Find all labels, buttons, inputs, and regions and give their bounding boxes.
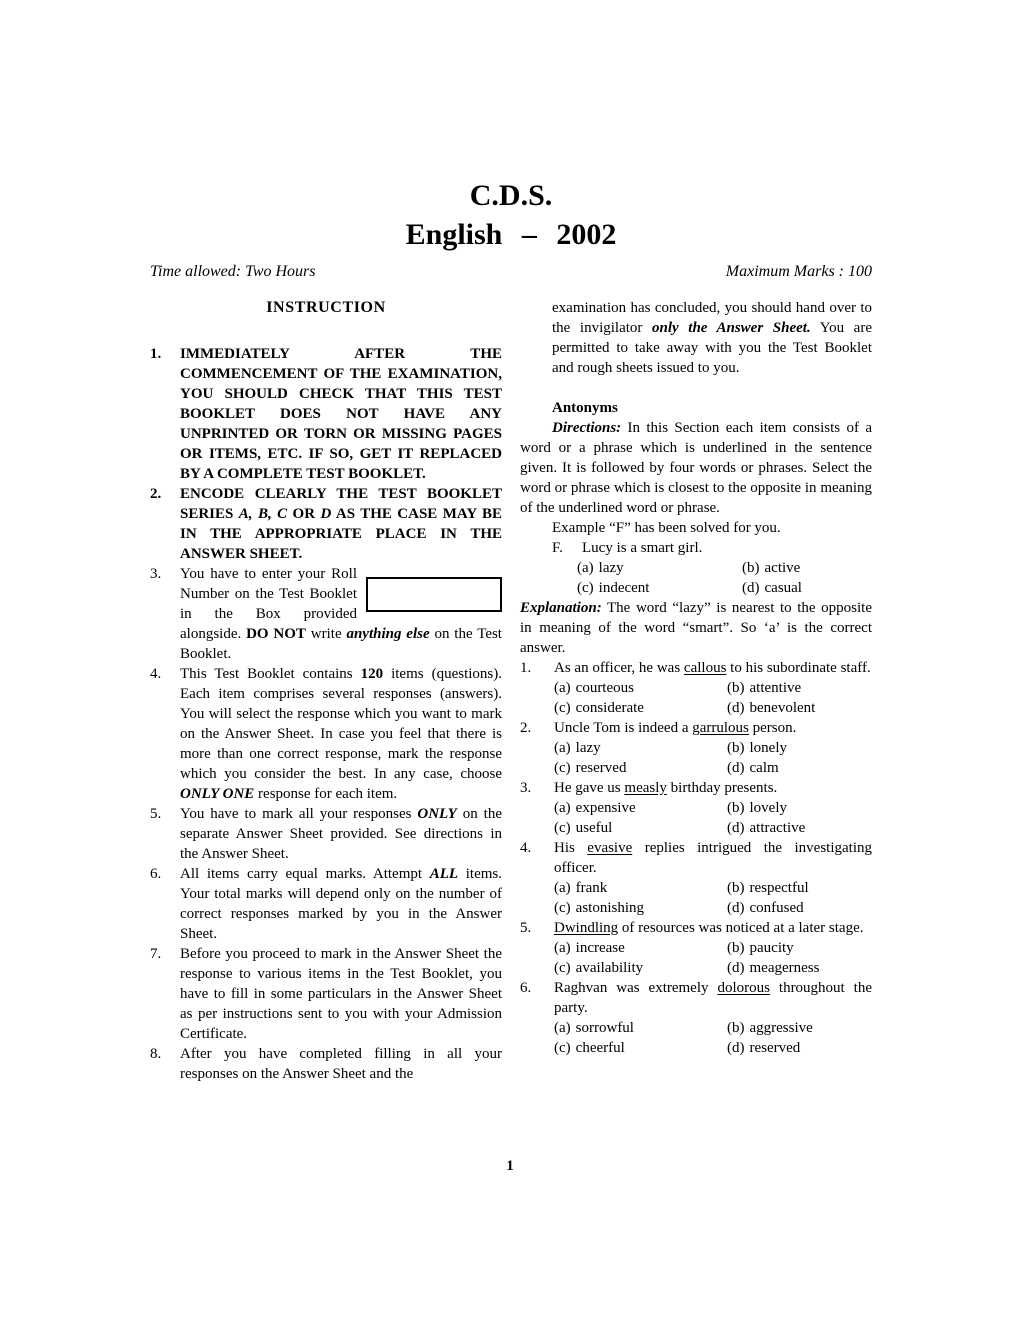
item-number: 1.	[150, 346, 162, 362]
option-c: (c) considerate	[554, 700, 644, 716]
option-b: (b) attentive	[727, 680, 802, 696]
option-c: (c) indecent	[577, 580, 650, 596]
question-6	[520, 978, 872, 1058]
item-text: IMMEDIATELY AFTER THE COMMENCEMENT OF THE EXAMINATION, YOU SHOULD CHECK THAT THIS TEST BOOKLET DOES NOT HAVE ANY UNPRINTED OR TORN OR MISSING PAGES OR ITEMS, ETC. IF SO, GET IT REPLACED BY A COMPLETE TEST BOOKLET.	[180, 346, 502, 482]
example-text: Lucy is a smart girl.	[582, 540, 703, 556]
option-a: (a) courteous	[554, 680, 634, 696]
page-header	[150, 180, 872, 282]
right-column	[520, 298, 872, 1084]
page-subtitle: English – 2002	[405, 218, 617, 251]
question-options	[554, 938, 872, 978]
question-text: Uncle Tom is indeed a garrulous person.	[554, 720, 797, 736]
roll-number-box	[366, 577, 502, 612]
option-b: (b) lonely	[727, 740, 787, 756]
instruction-heading: INSTRUCTION	[266, 299, 386, 316]
option-b: (b) active	[742, 560, 801, 576]
example-options	[577, 558, 872, 598]
question-number: 6.	[520, 980, 532, 996]
item-number: 5.	[150, 806, 162, 822]
maximum-marks-label: Maximum Marks : 100	[725, 263, 872, 280]
section-heading-antonyms: Antonyms	[552, 400, 618, 416]
question-options	[554, 798, 872, 838]
example-label: F.	[552, 540, 563, 556]
instruction-item-8	[150, 1044, 502, 1084]
question-3	[520, 778, 872, 838]
instruction-item-7	[150, 944, 502, 1044]
option-a: (a) frank	[554, 880, 608, 896]
option-c: (c) useful	[554, 820, 613, 836]
item-text: This Test Booklet contains 120 items (questions). Each item comprises several responses (answers). You will select the response which you want to mark on the Answer Sheet. In case you feel that there is more than one correct response, mark the response which you consider the best. In any case, choose ONLY ONE response for each item.	[180, 666, 502, 802]
question-number: 5.	[520, 920, 532, 936]
question-text: Raghvan was extremely dolorous throughout the party.	[554, 980, 872, 1016]
instruction-item-3	[150, 564, 502, 664]
option-b: (b) aggressive	[727, 1020, 813, 1036]
instruction-item-1	[150, 344, 502, 484]
item-text: You have to enter your Roll Number on the Test Booklet in the Box provided alongside. DO NOT write anything else on the Test Booklet.	[180, 566, 502, 662]
option-d: (d) meagerness	[727, 960, 820, 976]
question-options	[554, 1018, 872, 1058]
instruction-item-4	[150, 664, 502, 804]
item-text: ENCODE CLEARLY THE TEST BOOKLET SERIES A, B, C OR D AS THE CASE MAY BE IN THE APPROPRIATE PLACE IN THE ANSWER SHEET.	[180, 486, 503, 562]
option-d: (d) calm	[727, 760, 779, 776]
directions-paragraph: Directions: In this Section each item consists of a word or a phrase which is underlined in the sentence given. It is followed by four words or phrases. Select the word or phrase which is closest to the opposite in meaning of the underlined word or phrase.	[520, 420, 872, 516]
two-column-body	[150, 298, 872, 1084]
question-text: Dwindling of resources was noticed at a later stage.	[554, 920, 864, 936]
example-item	[520, 538, 872, 598]
question-text: His evasive replies intrigued the investigating officer.	[554, 840, 872, 876]
question-text: He gave us measly birthday presents.	[554, 780, 778, 796]
option-a: (a) sorrowful	[554, 1020, 634, 1036]
example-intro: Example “F” has been solved for you.	[552, 520, 781, 536]
item-text: You have to mark all your responses ONLY on the separate Answer Sheet provided. See directions in the Answer Sheet.	[180, 806, 502, 862]
left-column	[150, 298, 502, 1084]
page-number: 1	[506, 1158, 514, 1174]
option-d: (d) attractive	[727, 820, 806, 836]
item-number: 3.	[150, 566, 162, 582]
question-4	[520, 838, 872, 918]
option-d: (d) confused	[727, 900, 804, 916]
instruction-item-5	[150, 804, 502, 864]
item-text: Before you proceed to mark in the Answer Sheet the response to various items in the Test Booklet, you have to fill in some particulars in the Answer Sheet as per instructions sent to you with your Admission Certificate.	[180, 946, 502, 1042]
option-b: (b) respectful	[727, 880, 809, 896]
item-number: 6.	[150, 866, 162, 882]
instruction-item-8-continuation: examination has concluded, you should hand over to the invigilator only the Answer Sheet. You are permitted to take away with you the Test Booklet and rough sheets issued to you.	[552, 300, 872, 376]
option-a: (a) lazy	[577, 560, 624, 576]
option-b: (b) lovely	[727, 800, 787, 816]
item-text: After you have completed filling in all your responses on the Answer Sheet and the	[180, 1046, 502, 1082]
question-number: 3.	[520, 780, 532, 796]
option-a: (a) expensive	[554, 800, 636, 816]
question-1	[520, 658, 872, 718]
option-c: (c) astonishing	[554, 900, 644, 916]
instruction-item-6	[150, 864, 502, 944]
option-a: (a) lazy	[554, 740, 601, 756]
item-number: 7.	[150, 946, 162, 962]
question-text: As an officer, he was callous to his subordinate staff.	[554, 660, 871, 676]
question-number: 2.	[520, 720, 532, 736]
question-5	[520, 918, 872, 978]
question-options	[554, 878, 872, 918]
item-number: 4.	[150, 666, 162, 682]
question-options	[554, 738, 872, 778]
option-c: (c) reserved	[554, 760, 627, 776]
option-c: (c) cheerful	[554, 1040, 625, 1056]
item-text: All items carry equal marks. Attempt ALL items. Your total marks will depend only on the number of correct responses marked by you in the Answer Sheet.	[180, 866, 502, 942]
exam-meta-row	[150, 262, 872, 282]
option-c: (c) availability	[554, 960, 644, 976]
question-number: 4.	[520, 840, 532, 856]
option-d: (d) casual	[742, 580, 802, 596]
instruction-item-2	[150, 484, 502, 564]
option-d: (d) reserved	[727, 1040, 801, 1056]
item-number: 2.	[150, 486, 162, 502]
question-number: 1.	[520, 660, 532, 676]
question-2	[520, 718, 872, 778]
explanation-paragraph: Explanation: The word “lazy” is nearest to the opposite in meaning of the word “smart”. So ‘a’ is the correct answer.	[520, 600, 872, 656]
time-allowed-label: Time allowed: Two Hours	[150, 263, 316, 280]
question-options	[554, 678, 872, 718]
page-title: C.D.S.	[469, 179, 553, 212]
item-number: 8.	[150, 1046, 162, 1062]
option-b: (b) paucity	[727, 940, 794, 956]
option-a: (a) increase	[554, 940, 625, 956]
option-d: (d) benevolent	[727, 700, 816, 716]
